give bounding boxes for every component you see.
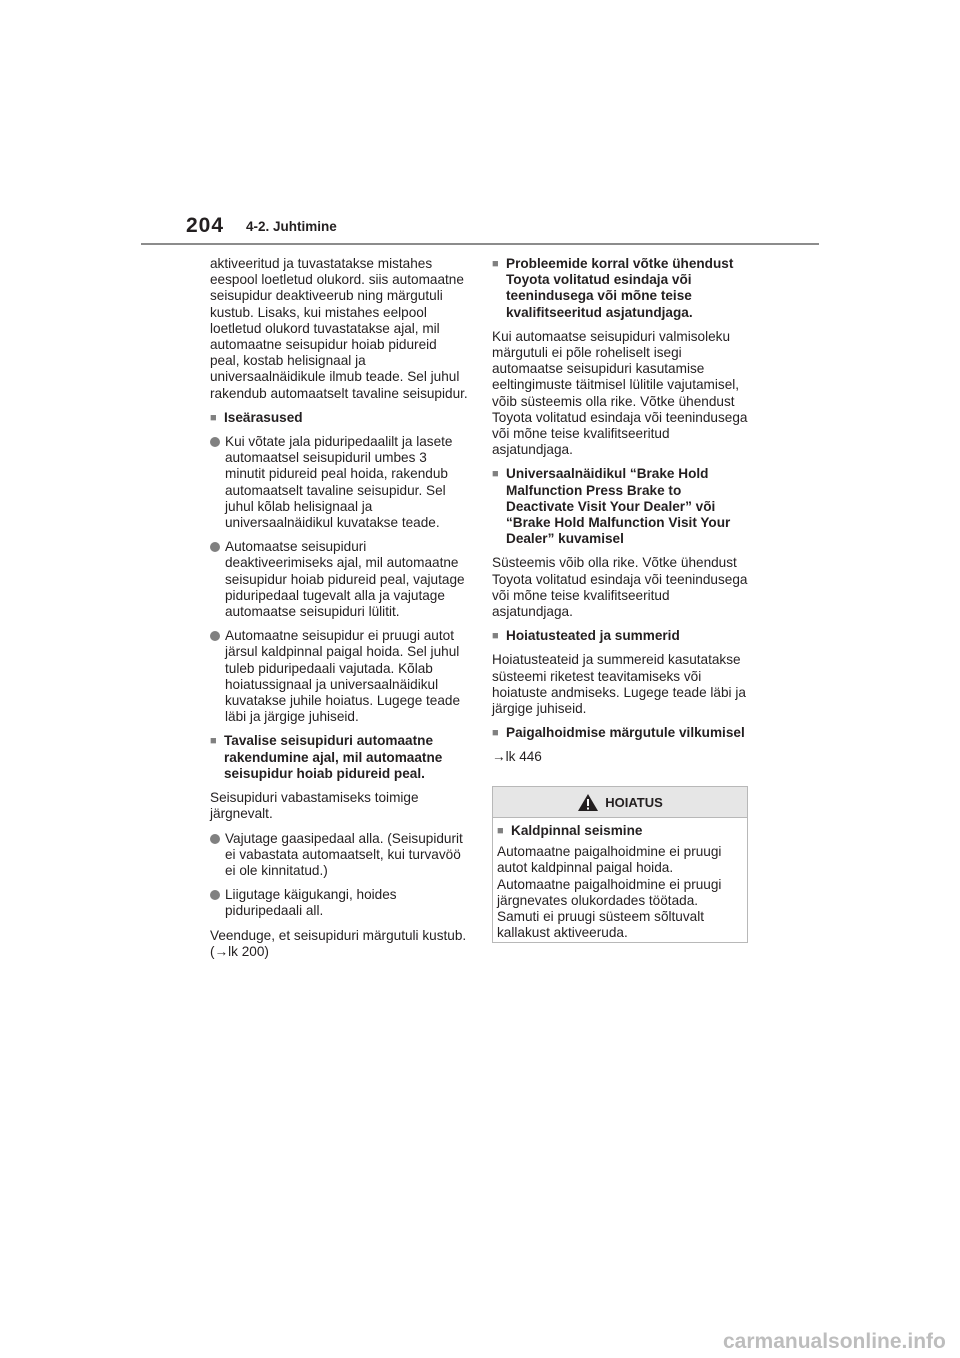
warning-body [493,818,747,941]
circle-bullet-icon [210,831,225,880]
warning-title: HOIATUS [605,794,663,810]
body-paragraph: Süsteemis võib olla rike. Võtke ühendust Toyota volitatud esindaja või teenindusega või mõne teise kvalifitseeritud asjatundjaga. [492,555,748,620]
heading-paigalhoidmise [492,725,750,741]
heading-text: Universaalnäidikul “Brake Hold Malfunction Press Brake to Deactivate Visit Your Dealer” või “Brake Hold Malfunction Visit Your Dealer” kuvamisel [506,466,731,547]
warning-text: Automaatne paigalhoidmine ei pruugi autot kaldpinnal paigal hoida. Automaatne paigalhoidmine ei pruugi järgnevates olukordades töötada. Samuti ei pruugi süsteem sõltuvalt kallakust aktiveeruda. [497,844,722,941]
heading-text: Iseärasused [224,409,303,425]
warning-header [493,787,747,818]
square-bullet-icon: ■ [210,411,217,424]
heading-text: Kaldpinnal seismine [511,823,643,838]
heading-iseärasused [210,410,468,426]
body-paragraph: Hoiatusteateid ja summereid kasutatakse süsteemi riketest teavitamiseks või hoiatuste andmiseks. Lugege teade läbi ja järgige juhiseid. [492,652,746,717]
heading-text: Probleemide korral võtke ühendust Toyota volitatud esindaja või teenindusega või mõne teise kvalifitseeritud asjatundjaga. [506,256,734,320]
circle-bullet-icon [210,628,225,725]
circle-bullet-icon [210,887,225,919]
square-bullet-icon: ■ [492,630,499,643]
circle-bullet-icon [210,539,225,620]
warning-triangle-icon [577,793,599,812]
square-bullet-icon: ■ [210,735,217,748]
list-item [210,628,468,725]
list-item-text: Automaatse seisupiduri deaktiveerimiseks ajal, mil automaatne seisupidur hoiab pidureid peal, vajutage piduripedaal tugevalt alla ja vajutage automaatse seisupiduri lülitit. [225,539,465,620]
circle-bullet-icon [210,434,225,531]
square-bullet-icon: ■ [492,468,499,481]
heading-probleemide-korral [492,256,750,321]
watermark: carmanualsonline.info [723,1330,946,1353]
closing-paragraph: Veenduge, et seisupiduri märgutuli kustub. (→lk 200) [210,927,467,959]
header-divider [141,243,819,245]
list-item [210,831,468,880]
list-item-text: Kui võtate jala piduripedaalilt ja lasete automaatsel seisupiduril umbes 3 minutit pidureid peal hoida, rakendub automaatselt tavaline seisupidur. Sel juhul kõlab helisignaal ja universaalnäidikul kuvatakse teade. [225,434,453,531]
list-item [210,434,468,531]
list-item [210,539,468,620]
warning-box [492,786,748,943]
heading-text: Paigalhoidmise märgutule vilkumisel [506,725,745,741]
heading-tavalise-seisupiduri [210,733,468,782]
square-bullet-icon: ■ [492,727,499,740]
page-header [0,0,960,250]
section-title: 4-2. Juhtimine [246,219,337,234]
body-paragraph: Kui automaatse seisupiduri valmisoleku märgutuli ei põle roheliselt isegi automaatse seisupiduri kasutamise eeltingimuste täitmisel lülitile vajutamisel, võib süsteemis olla rike. Võtke ühendust Toyota volitatud esindaja või teenindusega või mõne teise kvalifitseeritud asjatundjaga. [492,328,748,458]
page-number: 204 [186,214,225,237]
body-paragraph: Seisupiduri vabastamiseks toimige järgnevalt. [210,790,419,822]
square-bullet-icon: ■ [492,258,499,270]
heading-universaalnäidikul [492,466,750,547]
right-column [492,256,750,774]
square-bullet-icon: ■ [497,825,504,837]
heading-kaldpinnal-seismine [497,823,743,839]
heading-text: Tavalise seisupiduri automaatne rakendumine ajal, mil automaatne seisupidur hoiab pidureid peal. [224,733,443,781]
intro-paragraph: aktiveeritud ja tuvastatakse mistahes eespool loetletud olukord. siis automaatne seisupidur deaktiveerub ning märgutuli kustub. Lisaks, kui mistahes eelpool loetletud olukord tuvastatakse ajal, mil automaatne seisupidur hoiab pidureid peal, kostab helisignaal ja universaalnäidikule ilmub teade. Sel juhul rakendub automaatselt tavaline seisupidur. [210,256,468,401]
list-item [210,887,468,919]
left-column [210,256,468,968]
list-item-text: Vajutage gaasipedaal alla. (Seisupidurit ei vabastata automaatselt, kui turvavöö ei ole kinnitatud.) [225,830,463,878]
list-item-text: Automaatne seisupidur ei pruugi autot järsul kaldpinnal paigal hoida. Sel juhul tuleb piduripedaali vajutada. Kõlab hoiatussignaal ja universaalnäidikul kuvatakse juhile hoiatus. Lugege teade läbi ja järgige juhiseid. [225,628,461,725]
heading-hoiatusteated [492,628,750,644]
page-reference: →lk 446 [492,749,542,765]
heading-text: Hoiatusteated ja summerid [506,628,680,644]
list-item-text: Liigutage käigukangi, hoides piduripedaali all. [225,887,397,919]
